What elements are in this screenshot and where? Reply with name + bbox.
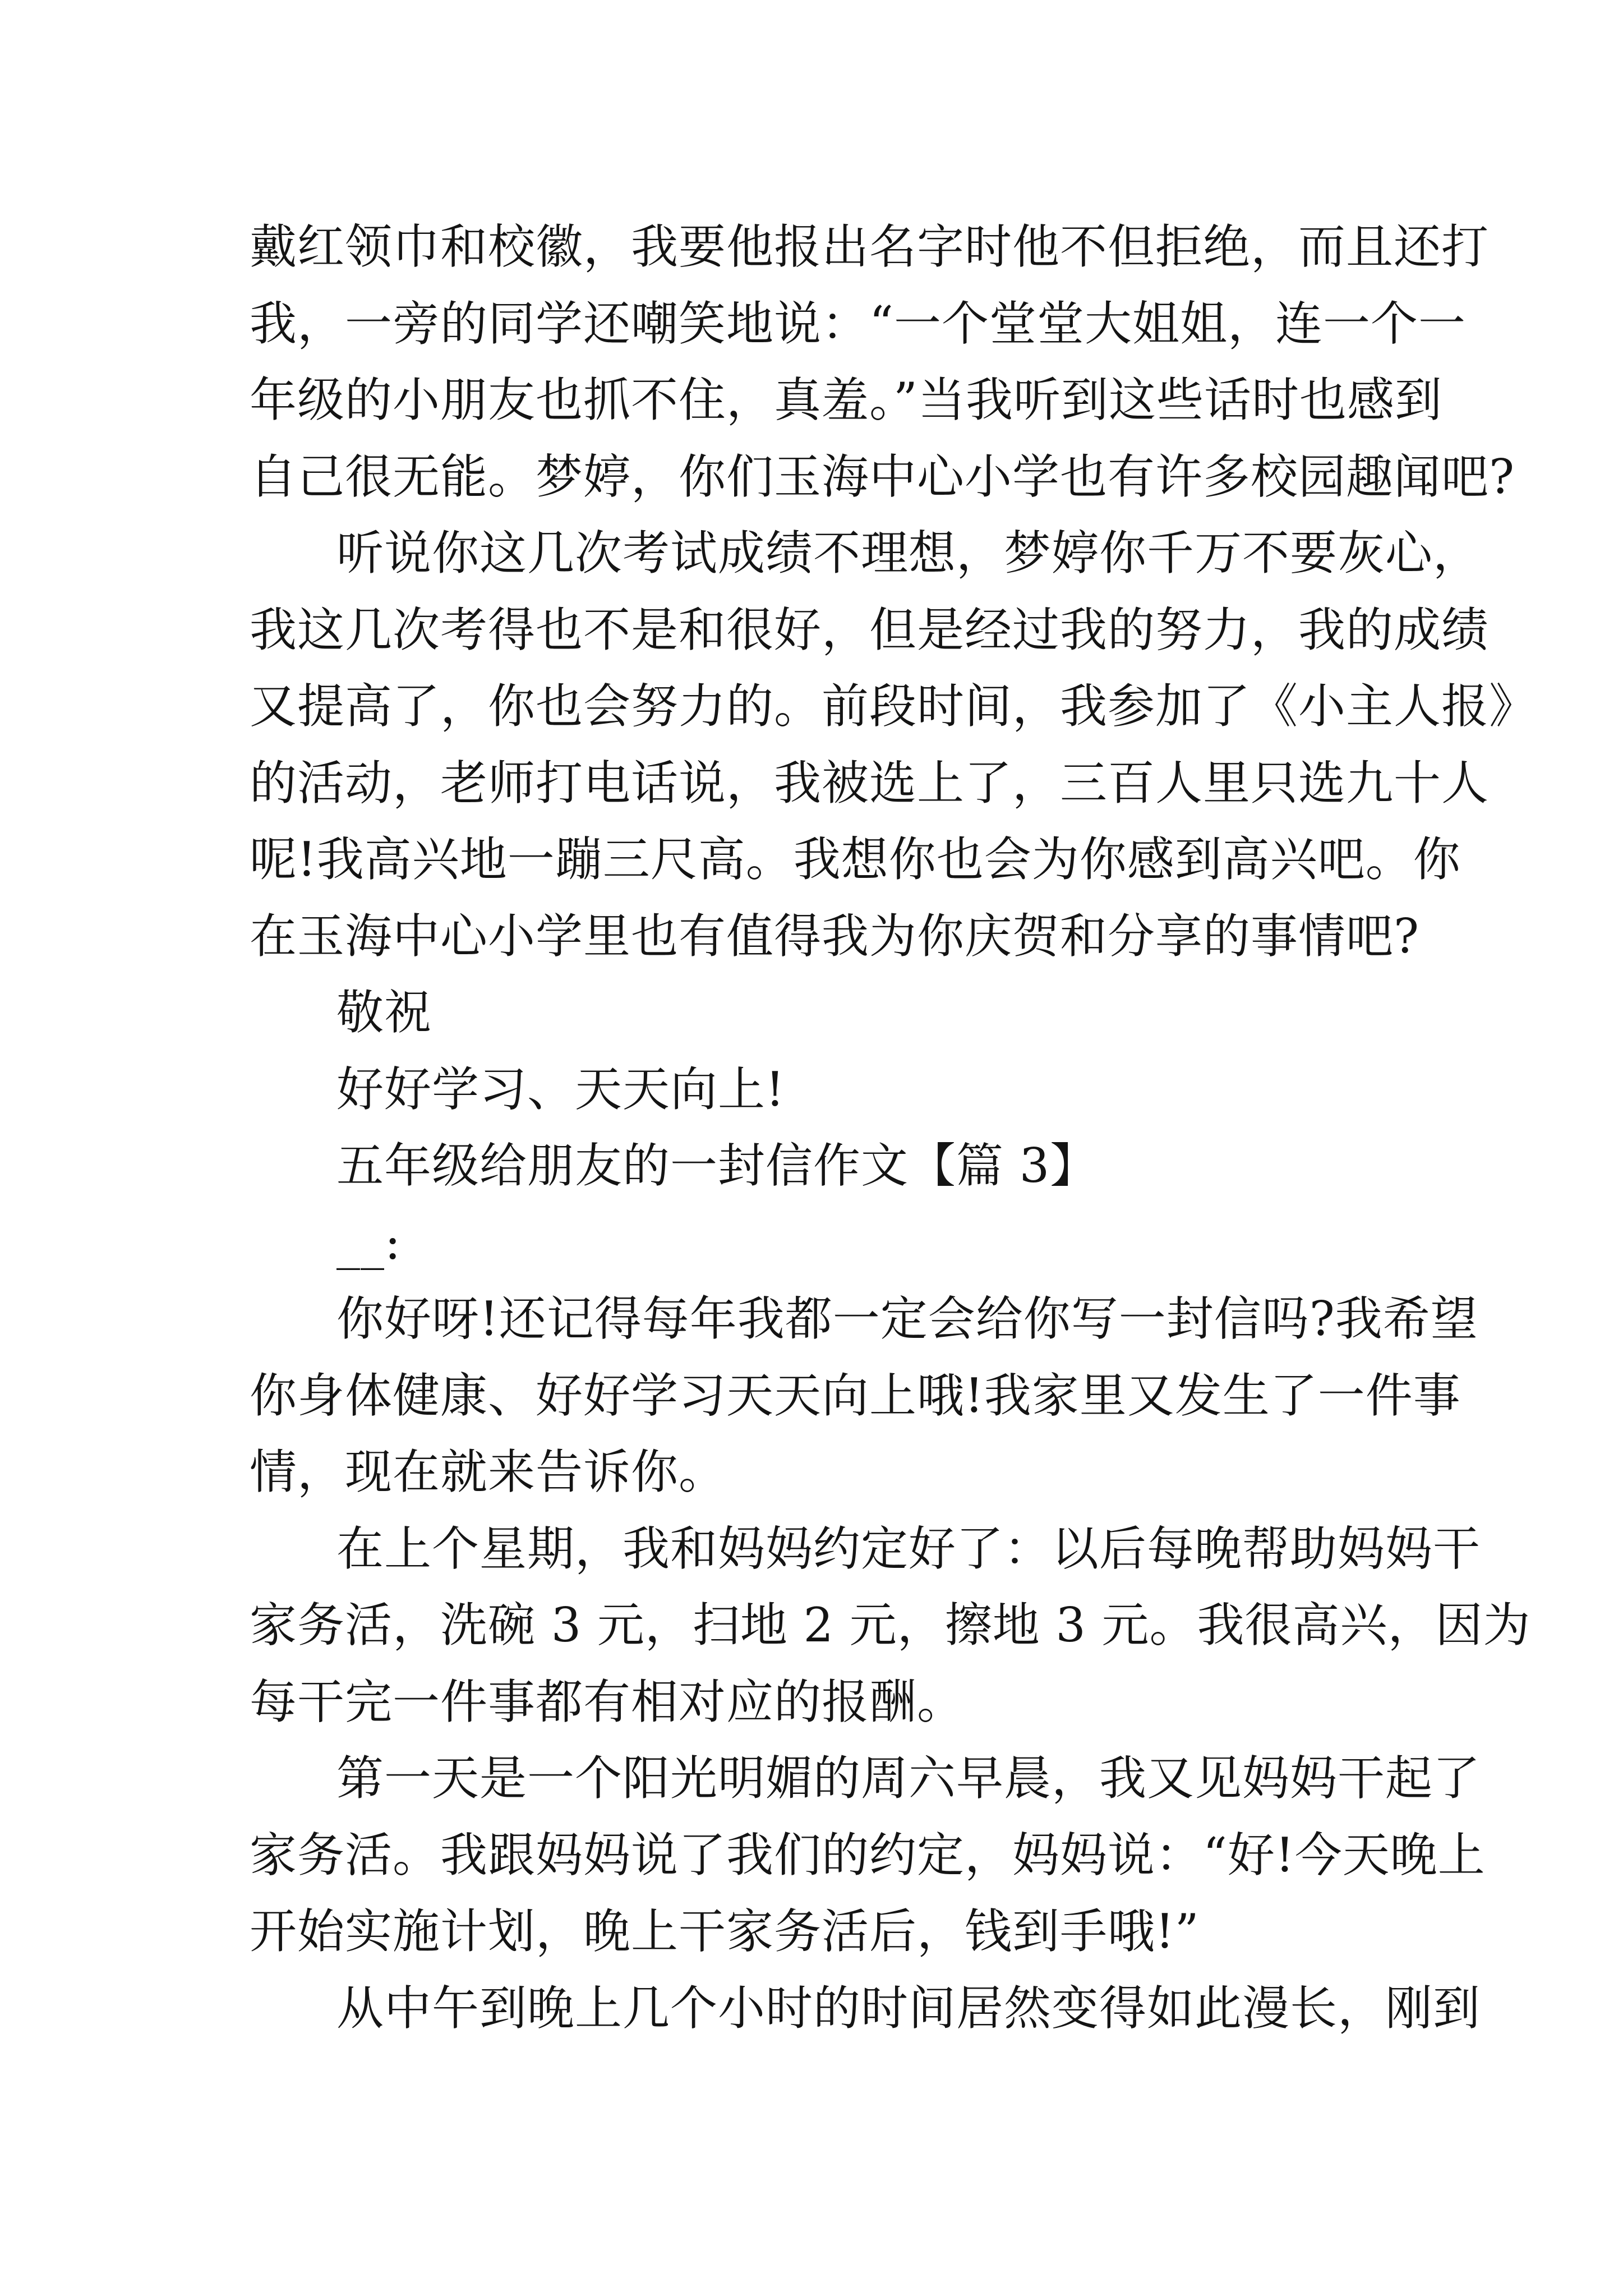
paragraph-first-line: 听说你这几次考试成绩不理想，梦婷你千万不要灰心， bbox=[336, 526, 1481, 581]
text-line: 又提高了，你也会努力的。前段时间，我参加了《小主人报》 bbox=[250, 679, 1537, 734]
section-heading: 五年级给朋友的一封信作文【篇 3】 bbox=[336, 1138, 1098, 1193]
paragraph-first-line: 第一天是一个阳光明媚的周六早晨，我又见妈妈干起了 bbox=[336, 1751, 1481, 1806]
letter-greeting: __: bbox=[336, 1215, 402, 1270]
paragraph-first-line: 从中午到晚上几个小时的时间居然变得如此漫长，刚到 bbox=[336, 1981, 1481, 2036]
text-line: 开始实施计划，晚上干家务活后，钱到手哦!” bbox=[250, 1904, 1200, 1959]
text-line: 的活动，老师打电话说，我被选上了，三百人里只选九十人 bbox=[250, 756, 1490, 811]
text-line: 家务活。我跟妈妈说了我们的约定，妈妈说：“好!今天晚上 bbox=[250, 1828, 1486, 1883]
text-line: 情，现在就来告诉你。 bbox=[250, 1444, 727, 1499]
closing-wish: 好好学习、天天向上! bbox=[336, 1062, 785, 1117]
text-line: 在玉海中心小学里也有值得我为你庆贺和分享的事情吧? bbox=[250, 909, 1420, 964]
text-line: 家务活，洗碗 3 元，扫地 2 元，擦地 3 元。我很高兴，因为 bbox=[250, 1598, 1531, 1653]
text-line: 呢!我高兴地一蹦三尺高。我想你也会为你感到高兴吧。你 bbox=[250, 832, 1461, 887]
closing-salutation: 敬祝 bbox=[336, 985, 432, 1040]
text-line: 你身体健康、好好学习天天向上哦!我家里又发生了一件事 bbox=[250, 1368, 1461, 1423]
text-line: 每干完一件事都有相对应的报酬。 bbox=[250, 1674, 965, 1729]
paragraph-first-line: 在上个星期，我和妈妈约定好了：以后每晚帮助妈妈干 bbox=[336, 1521, 1481, 1576]
text-line: 自己很无能。梦婷，你们玉海中心小学也有许多校园趣闻吧? bbox=[250, 449, 1515, 504]
text-line: 我这几次考得也不是和很好，但是经过我的努力，我的成绩 bbox=[250, 602, 1490, 657]
text-line: 戴红领巾和校徽，我要他报出名字时他不但拒绝，而且还打 bbox=[250, 219, 1490, 274]
text-line: 我，一旁的同学还嘲笑地说：“一个堂堂大姐姐，连一个一 bbox=[250, 296, 1466, 351]
paragraph-first-line: 你好呀!还记得每年我都一定会给你写一封信吗?我希望 bbox=[336, 1291, 1478, 1346]
text-line: 年级的小朋友也抓不住，真羞。”当我听到这些话时也感到 bbox=[250, 372, 1442, 427]
